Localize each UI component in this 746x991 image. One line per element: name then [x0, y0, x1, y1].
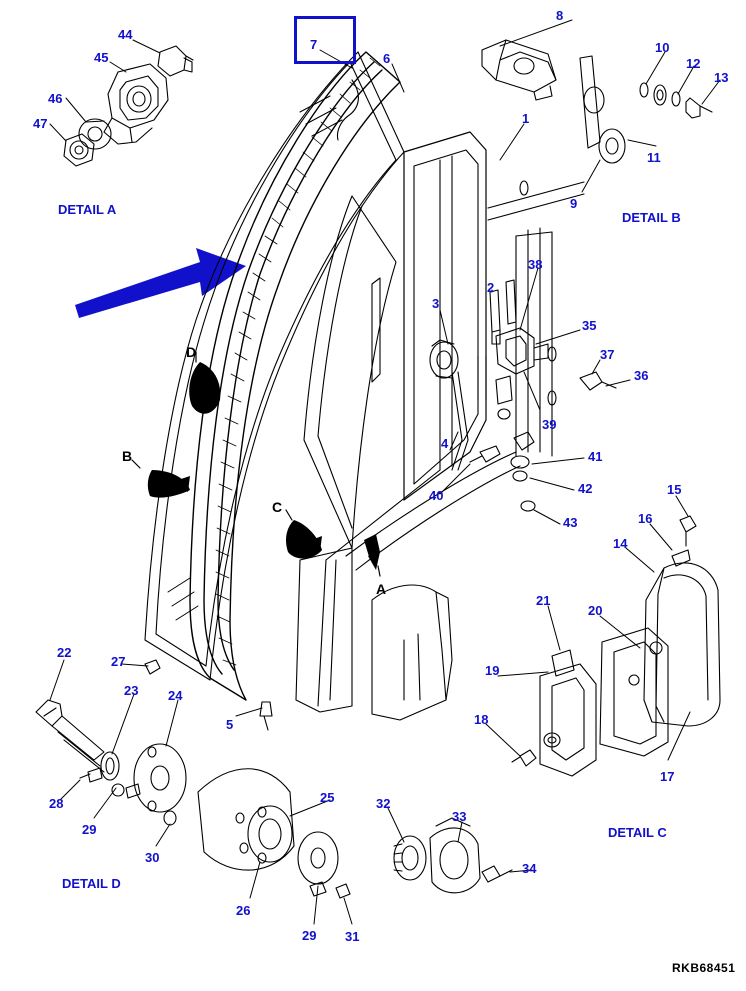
item-9-gasket [580, 56, 625, 163]
item-label-5: 5 [226, 717, 234, 732]
item-label-29-lower: 29 [302, 928, 317, 943]
item-label-6: 6 [383, 51, 391, 66]
item-label-37: 37 [600, 347, 615, 362]
item-label-29-upper: 29 [82, 822, 97, 837]
item-label-17: 17 [660, 769, 675, 784]
drawing-code: RKB68451 [672, 961, 736, 975]
item-label-27: 27 [111, 654, 126, 669]
item-label-28: 28 [49, 796, 64, 811]
item-3-handle [430, 340, 458, 378]
item-label-47: 47 [33, 116, 48, 131]
detail-c-parts [512, 516, 720, 776]
item-label-13: 13 [714, 70, 729, 85]
item-label-16: 16 [638, 511, 653, 526]
item-label-11: 11 [647, 150, 661, 165]
highlight-box-item-7 [294, 16, 356, 64]
item-label-15: 15 [667, 482, 682, 497]
item-label-20: 20 [588, 603, 603, 618]
detail-b-hardware [640, 83, 712, 118]
window-glass [145, 52, 404, 680]
item-label-12: 12 [686, 56, 701, 71]
item-label-39: 39 [542, 417, 557, 432]
item-label-10: 10 [655, 40, 670, 55]
item-label-24: 24 [168, 688, 183, 703]
item-label-25: 25 [320, 790, 335, 805]
item-label-35: 35 [582, 318, 597, 333]
item-label-2: 2 [487, 280, 495, 295]
detail-a-title: DETAIL A [58, 202, 117, 217]
item-label-36: 36 [634, 368, 649, 383]
item-label-21: 21 [536, 593, 551, 608]
item-label-9: 9 [570, 196, 578, 211]
item-label-32: 32 [376, 796, 391, 811]
item-8-latch [482, 40, 556, 100]
item-label-38: 38 [528, 257, 543, 272]
window-seal [190, 52, 400, 700]
item-label-18: 18 [474, 712, 489, 727]
detail-a-parts [64, 46, 193, 166]
item-label-1: 1 [522, 111, 530, 126]
item-label-41: 41 [588, 449, 603, 464]
item-label-22: 22 [57, 645, 72, 660]
section-letter-b: B [122, 448, 133, 464]
item-label-8: 8 [556, 8, 564, 23]
item-label-31: 31 [345, 929, 360, 944]
detail-d-title: DETAIL D [62, 876, 121, 891]
item-label-44: 44 [118, 27, 133, 42]
detail-d-parts [36, 660, 512, 898]
item-label-33: 33 [452, 809, 467, 824]
item-label-14: 14 [613, 536, 628, 551]
item-label-46: 46 [48, 91, 63, 106]
item-label-4: 4 [441, 436, 449, 451]
item-label-26: 26 [236, 903, 251, 918]
section-letter-c: C [272, 499, 283, 515]
detail-b-title: DETAIL B [622, 210, 681, 225]
item-label-34: 34 [522, 861, 537, 876]
item-label-19: 19 [485, 663, 500, 678]
detail-c-title: DETAIL C [608, 825, 667, 840]
section-letter-d: D [186, 344, 197, 360]
cab-frame [296, 132, 584, 720]
item-label-30: 30 [145, 850, 160, 865]
item-label-43: 43 [563, 515, 578, 530]
item-label-7: 7 [310, 37, 318, 52]
item-label-45: 45 [94, 50, 109, 65]
item-label-42: 42 [578, 481, 593, 496]
item-5-bolt [260, 702, 272, 730]
section-letter-a: A [376, 581, 387, 597]
item-label-23: 23 [124, 683, 139, 698]
item-label-3: 3 [432, 296, 440, 311]
section-arrows [148, 362, 380, 570]
item-label-40: 40 [429, 488, 444, 503]
